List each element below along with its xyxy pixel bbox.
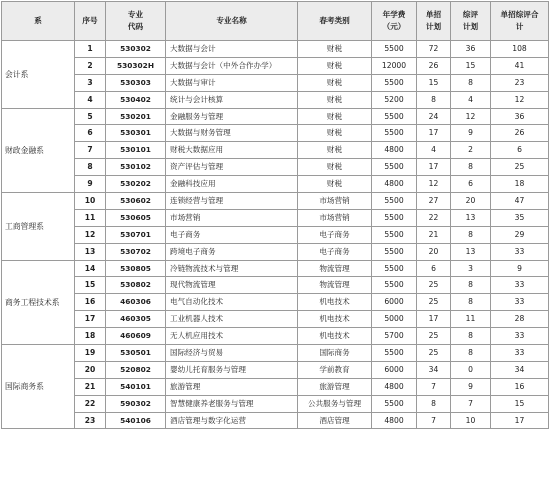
index-cell: 21 [75,378,106,395]
single-plan-cell: 17 [417,311,451,328]
comprehensive-plan-cell: 8 [451,226,491,243]
total-cell: 9 [491,260,549,277]
tuition-cell: 6000 [372,294,417,311]
major-code-cell: 530702 [106,243,166,260]
tuition-cell: 5500 [372,41,417,58]
index-cell: 23 [75,412,106,429]
major-code-cell: 530701 [106,226,166,243]
index-cell: 15 [75,277,106,294]
tuition-cell: 5500 [372,108,417,125]
comprehensive-plan-cell: 4 [451,91,491,108]
single-plan-cell: 6 [417,260,451,277]
index-cell: 5 [75,108,106,125]
major-name-cell: 市场营销 [166,209,298,226]
header-dept: 系 [2,2,75,41]
major-code-cell: 530301 [106,125,166,142]
exam-category-cell: 国际商务 [298,345,372,362]
table-row [2,328,549,345]
exam-category-cell: 电子商务 [298,226,372,243]
comprehensive-plan-cell: 8 [451,328,491,345]
exam-category-cell: 财税 [298,91,372,108]
major-name-cell: 大数据与财务管理 [166,125,298,142]
single-plan-cell: 72 [417,41,451,58]
exam-category-cell: 机电技术 [298,294,372,311]
comprehensive-plan-cell: 10 [451,412,491,429]
major-name-cell: 连锁经营与管理 [166,193,298,210]
comprehensive-plan-cell: 13 [451,243,491,260]
table-row [2,142,549,159]
exam-category-cell: 物流管理 [298,277,372,294]
single-plan-cell: 17 [417,159,451,176]
single-plan-cell: 25 [417,277,451,294]
tuition-cell: 5700 [372,328,417,345]
index-cell: 2 [75,57,106,74]
total-cell: 16 [491,378,549,395]
index-cell: 6 [75,125,106,142]
major-name-cell: 婴幼儿托育服务与管理 [166,361,298,378]
major-name-cell: 财税大数据应用 [166,142,298,159]
table-row [2,41,549,58]
major-name-cell: 资产评估与管理 [166,159,298,176]
table-header-row [2,2,549,41]
tuition-cell: 4800 [372,176,417,193]
major-code-cell: 590302 [106,395,166,412]
table-row [2,226,549,243]
total-cell: 35 [491,209,549,226]
major-code-cell: 530602 [106,193,166,210]
major-code-cell: 530303 [106,74,166,91]
total-cell: 12 [491,91,549,108]
single-plan-cell: 25 [417,294,451,311]
dept-cell: 国际商务系 [2,345,75,429]
tuition-cell: 5200 [372,91,417,108]
exam-category-cell: 财税 [298,176,372,193]
single-plan-cell: 12 [417,176,451,193]
index-cell: 19 [75,345,106,362]
major-code-cell: 530805 [106,260,166,277]
tuition-cell: 5000 [372,311,417,328]
major-code-cell: 460305 [106,311,166,328]
index-cell: 14 [75,260,106,277]
comprehensive-plan-cell: 6 [451,176,491,193]
exam-category-cell: 财税 [298,125,372,142]
tuition-cell: 5500 [372,243,417,260]
index-cell: 1 [75,41,106,58]
major-name-cell: 无人机应用技术 [166,328,298,345]
major-code-cell: 530802 [106,277,166,294]
major-name-cell: 大数据与会计 [166,41,298,58]
table-row [2,74,549,91]
exam-category-cell: 学前教育 [298,361,372,378]
comprehensive-plan-cell: 8 [451,345,491,362]
index-cell: 16 [75,294,106,311]
major-name-cell: 酒店管理与数字化运营 [166,412,298,429]
index-cell: 10 [75,193,106,210]
comprehensive-plan-cell: 8 [451,277,491,294]
exam-category-cell: 财税 [298,74,372,91]
total-cell: 6 [491,142,549,159]
tuition-cell: 5500 [372,277,417,294]
total-cell: 29 [491,226,549,243]
single-plan-cell: 8 [417,91,451,108]
major-code-cell: 530201 [106,108,166,125]
comprehensive-plan-cell: 2 [451,142,491,159]
header-major-name: 专业名称 [166,2,298,41]
total-cell: 33 [491,294,549,311]
major-code-cell: 540101 [106,378,166,395]
exam-category-cell: 财税 [298,108,372,125]
major-code-cell: 530302 [106,41,166,58]
exam-category-cell: 财税 [298,159,372,176]
total-cell: 108 [491,41,549,58]
header-single-plan: 单招 计划 [417,2,451,41]
total-cell: 25 [491,159,549,176]
index-cell: 8 [75,159,106,176]
single-plan-cell: 20 [417,243,451,260]
dept-cell: 会计系 [2,41,75,109]
comprehensive-plan-cell: 0 [451,361,491,378]
major-name-cell: 现代物流管理 [166,277,298,294]
table-row [2,311,549,328]
major-code-cell: 530302H [106,57,166,74]
tuition-cell: 5500 [372,209,417,226]
dept-cell: 财政金融系 [2,108,75,192]
comprehensive-plan-cell: 9 [451,125,491,142]
comprehensive-plan-cell: 8 [451,74,491,91]
total-cell: 47 [491,193,549,210]
exam-category-cell: 机电技术 [298,328,372,345]
major-name-cell: 大数据与审计 [166,74,298,91]
comprehensive-plan-cell: 20 [451,193,491,210]
single-plan-cell: 17 [417,125,451,142]
total-cell: 17 [491,412,549,429]
single-plan-cell: 25 [417,328,451,345]
total-cell: 33 [491,345,549,362]
table-row [2,412,549,429]
tuition-cell: 5500 [372,193,417,210]
index-cell: 17 [75,311,106,328]
exam-category-cell: 旅游管理 [298,378,372,395]
tuition-cell: 5500 [372,395,417,412]
single-plan-cell: 15 [417,74,451,91]
major-name-cell: 智慧健康养老服务与管理 [166,395,298,412]
major-name-cell: 金融科技应用 [166,176,298,193]
exam-category-cell: 电子商务 [298,243,372,260]
major-code-cell: 530101 [106,142,166,159]
tuition-cell: 5500 [372,345,417,362]
exam-category-cell: 财税 [298,41,372,58]
exam-category-cell: 机电技术 [298,311,372,328]
table-row [2,294,549,311]
single-plan-cell: 34 [417,361,451,378]
table-row [2,243,549,260]
table-row [2,108,549,125]
comprehensive-plan-cell: 11 [451,311,491,328]
index-cell: 13 [75,243,106,260]
major-code-cell: 530402 [106,91,166,108]
table-row [2,193,549,210]
single-plan-cell: 7 [417,412,451,429]
tuition-cell: 4800 [372,412,417,429]
total-cell: 28 [491,311,549,328]
major-code-cell: 460609 [106,328,166,345]
tuition-cell: 5500 [372,159,417,176]
table-row [2,361,549,378]
enrollment-plan-table [1,1,549,429]
major-name-cell: 金融服务与管理 [166,108,298,125]
major-name-cell: 大数据与会计（中外合作办学） [166,57,298,74]
table-row [2,57,549,74]
tuition-cell: 5500 [372,74,417,91]
comprehensive-plan-cell: 8 [451,159,491,176]
comprehensive-plan-cell: 12 [451,108,491,125]
table-row [2,125,549,142]
index-cell: 4 [75,91,106,108]
total-cell: 33 [491,243,549,260]
single-plan-cell: 26 [417,57,451,74]
major-name-cell: 冷链物流技术与管理 [166,260,298,277]
major-name-cell: 国际经济与贸易 [166,345,298,362]
tuition-cell: 4800 [372,142,417,159]
comprehensive-plan-cell: 3 [451,260,491,277]
table-row [2,378,549,395]
major-name-cell: 统计与会计核算 [166,91,298,108]
single-plan-cell: 22 [417,209,451,226]
exam-category-cell: 物流管理 [298,260,372,277]
table-row [2,209,549,226]
tuition-cell: 6000 [372,361,417,378]
exam-category-cell: 酒店管理 [298,412,372,429]
tuition-cell: 5500 [372,125,417,142]
major-name-cell: 电气自动化技术 [166,294,298,311]
table-row [2,176,549,193]
comprehensive-plan-cell: 13 [451,209,491,226]
table-row [2,91,549,108]
exam-category-cell: 财税 [298,142,372,159]
major-code-cell: 530605 [106,209,166,226]
table-row [2,260,549,277]
single-plan-cell: 7 [417,378,451,395]
total-cell: 26 [491,125,549,142]
header-major-code: 专业 代码 [106,2,166,41]
dept-cell: 商务工程技术系 [2,260,75,344]
header-comprehensive-plan: 综评 计划 [451,2,491,41]
total-cell: 34 [491,361,549,378]
table-row [2,277,549,294]
header-tuition: 年学费 （元） [372,2,417,41]
exam-category-cell: 市场营销 [298,209,372,226]
major-name-cell: 跨境电子商务 [166,243,298,260]
index-cell: 12 [75,226,106,243]
major-code-cell: 530501 [106,345,166,362]
major-name-cell: 旅游管理 [166,378,298,395]
total-cell: 18 [491,176,549,193]
total-cell: 15 [491,395,549,412]
table-row [2,159,549,176]
header-index: 序号 [75,2,106,41]
major-name-cell: 电子商务 [166,226,298,243]
total-cell: 23 [491,74,549,91]
tuition-cell: 5500 [372,260,417,277]
single-plan-cell: 21 [417,226,451,243]
major-code-cell: 520802 [106,361,166,378]
single-plan-cell: 25 [417,345,451,362]
index-cell: 3 [75,74,106,91]
tuition-cell: 4800 [372,378,417,395]
comprehensive-plan-cell: 7 [451,395,491,412]
single-plan-cell: 4 [417,142,451,159]
major-code-cell: 530202 [106,176,166,193]
index-cell: 20 [75,361,106,378]
total-cell: 33 [491,277,549,294]
header-exam-category: 春考类别 [298,2,372,41]
major-name-cell: 工业机器人技术 [166,311,298,328]
comprehensive-plan-cell: 8 [451,294,491,311]
index-cell: 7 [75,142,106,159]
tuition-cell: 12000 [372,57,417,74]
major-code-cell: 460306 [106,294,166,311]
comprehensive-plan-cell: 9 [451,378,491,395]
total-cell: 33 [491,328,549,345]
index-cell: 9 [75,176,106,193]
table-row [2,395,549,412]
comprehensive-plan-cell: 15 [451,57,491,74]
exam-category-cell: 财税 [298,57,372,74]
index-cell: 11 [75,209,106,226]
header-total: 单招综评合 计 [491,2,549,41]
comprehensive-plan-cell: 36 [451,41,491,58]
tuition-cell: 5500 [372,226,417,243]
index-cell: 18 [75,328,106,345]
table-row [2,345,549,362]
single-plan-cell: 27 [417,193,451,210]
major-code-cell: 530102 [106,159,166,176]
dept-cell: 工商管理系 [2,193,75,261]
total-cell: 36 [491,108,549,125]
single-plan-cell: 8 [417,395,451,412]
major-code-cell: 540106 [106,412,166,429]
single-plan-cell: 24 [417,108,451,125]
exam-category-cell: 公共服务与管理 [298,395,372,412]
index-cell: 22 [75,395,106,412]
exam-category-cell: 市场营销 [298,193,372,210]
total-cell: 41 [491,57,549,74]
